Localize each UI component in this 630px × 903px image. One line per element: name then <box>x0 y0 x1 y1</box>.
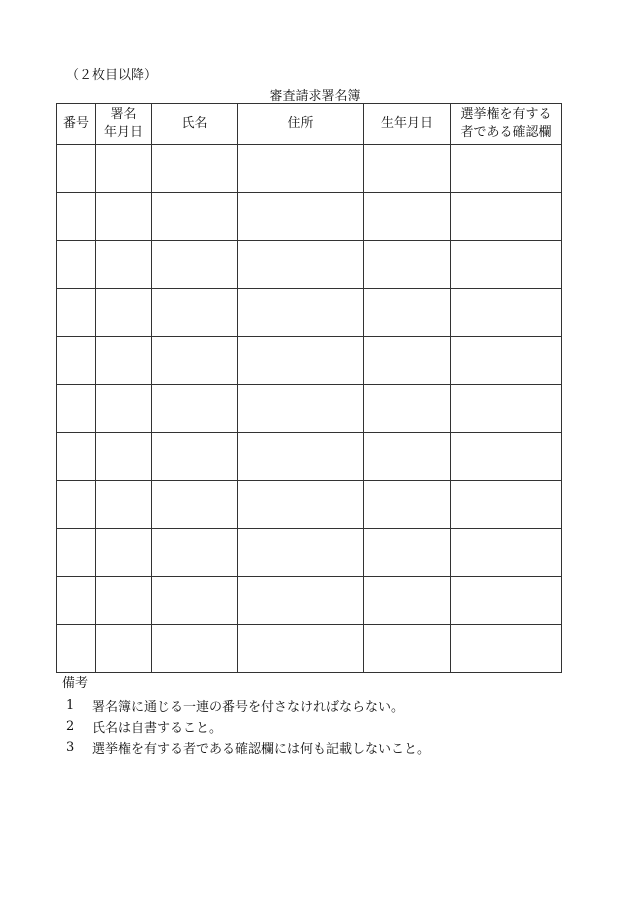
cell-number[interactable] <box>57 625 96 673</box>
cell-birthdate[interactable] <box>364 577 451 625</box>
remark-number: 1 <box>66 698 75 713</box>
header-line: 者である確認欄 <box>460 125 552 140</box>
header-line: 氏名 <box>181 116 208 131</box>
cell-name[interactable] <box>152 289 238 337</box>
cell-signed-date[interactable] <box>96 337 152 385</box>
table-row <box>57 433 562 481</box>
cell-address[interactable] <box>238 481 364 529</box>
cell-birthdate[interactable] <box>364 241 451 289</box>
header-name <box>152 104 238 145</box>
cell-voter-check[interactable] <box>451 385 562 433</box>
cell-number[interactable] <box>57 385 96 433</box>
cell-signed-date[interactable] <box>96 625 152 673</box>
cell-name[interactable] <box>152 577 238 625</box>
cell-number[interactable] <box>57 193 96 241</box>
cell-address[interactable] <box>238 529 364 577</box>
cell-signed-date[interactable] <box>96 241 152 289</box>
cell-birthdate[interactable] <box>364 193 451 241</box>
cell-signed-date[interactable] <box>96 529 152 577</box>
header-line: 番号 <box>62 116 89 131</box>
remark-text: 署名簿に通じる一連の番号を付さなければならない。 <box>92 700 405 715</box>
cell-address[interactable] <box>238 625 364 673</box>
remark-text: 氏名は自書すること。 <box>92 721 223 736</box>
cell-birthdate[interactable] <box>364 385 451 433</box>
cell-signed-date[interactable] <box>96 289 152 337</box>
cell-address[interactable] <box>238 145 364 193</box>
cell-address[interactable] <box>238 385 364 433</box>
cell-voter-check[interactable] <box>451 577 562 625</box>
cell-birthdate[interactable] <box>364 529 451 577</box>
cell-birthdate[interactable] <box>364 433 451 481</box>
cell-number[interactable] <box>57 529 96 577</box>
cell-voter-check[interactable] <box>451 337 562 385</box>
cell-birthdate[interactable] <box>364 481 451 529</box>
cell-name[interactable] <box>152 193 238 241</box>
header-address <box>238 104 364 145</box>
cell-voter-check[interactable] <box>451 433 562 481</box>
cell-birthdate[interactable] <box>364 289 451 337</box>
cell-voter-check[interactable] <box>451 481 562 529</box>
cell-name[interactable] <box>152 529 238 577</box>
remarks-heading: 備考 <box>62 676 89 691</box>
cell-signed-date[interactable] <box>96 193 152 241</box>
cell-signed-date[interactable] <box>96 481 152 529</box>
cell-signed-date[interactable] <box>96 145 152 193</box>
cell-name[interactable] <box>152 337 238 385</box>
table-row <box>57 529 562 577</box>
signature-table <box>56 103 562 673</box>
cell-number[interactable] <box>57 433 96 481</box>
header-line: 年月日 <box>103 125 143 140</box>
header-line: 住所 <box>287 116 314 131</box>
header-number <box>57 104 96 145</box>
remark-item <box>62 716 430 737</box>
cell-number[interactable] <box>57 289 96 337</box>
table-row <box>57 385 562 433</box>
cell-signed-date[interactable] <box>96 577 152 625</box>
cell-birthdate[interactable] <box>364 145 451 193</box>
cell-signed-date[interactable] <box>96 385 152 433</box>
cell-voter-check[interactable] <box>451 289 562 337</box>
page-note: （２枚目以降） <box>66 68 158 83</box>
document-title: 審査請求署名簿 <box>269 89 361 104</box>
cell-number[interactable] <box>57 577 96 625</box>
cell-birthdate[interactable] <box>364 337 451 385</box>
header-row <box>57 104 562 145</box>
cell-voter-check[interactable] <box>451 625 562 673</box>
remark-number: 2 <box>66 719 75 734</box>
cell-address[interactable] <box>238 577 364 625</box>
remark-item <box>62 695 430 716</box>
cell-voter-check[interactable] <box>451 193 562 241</box>
table-row <box>57 481 562 529</box>
cell-address[interactable] <box>238 433 364 481</box>
cell-birthdate[interactable] <box>364 625 451 673</box>
cell-signed-date[interactable] <box>96 433 152 481</box>
cell-name[interactable] <box>152 385 238 433</box>
table-row <box>57 241 562 289</box>
cell-name[interactable] <box>152 145 238 193</box>
remark-number: 3 <box>66 740 75 755</box>
cell-voter-check[interactable] <box>451 241 562 289</box>
remark-text: 選挙権を有する者である確認欄には何も記載しないこと。 <box>92 742 431 757</box>
header-voter-check <box>451 104 562 145</box>
remarks-section <box>62 672 430 758</box>
cell-name[interactable] <box>152 241 238 289</box>
table-row <box>57 625 562 673</box>
remark-item <box>62 737 430 758</box>
table-row <box>57 193 562 241</box>
cell-number[interactable] <box>57 337 96 385</box>
header-line: 署名 <box>110 107 137 122</box>
cell-name[interactable] <box>152 481 238 529</box>
cell-address[interactable] <box>238 241 364 289</box>
cell-address[interactable] <box>238 337 364 385</box>
cell-number[interactable] <box>57 481 96 529</box>
table-row <box>57 145 562 193</box>
table-row <box>57 337 562 385</box>
cell-voter-check[interactable] <box>451 529 562 577</box>
cell-address[interactable] <box>238 193 364 241</box>
cell-number[interactable] <box>57 145 96 193</box>
cell-name[interactable] <box>152 625 238 673</box>
header-line: 選挙権を有する <box>460 107 552 122</box>
header-line: 生年月日 <box>380 116 433 131</box>
cell-name[interactable] <box>152 433 238 481</box>
header-birthdate <box>364 104 451 145</box>
header-signed-date <box>96 104 152 145</box>
cell-number[interactable] <box>57 241 96 289</box>
table-row <box>57 577 562 625</box>
cell-address[interactable] <box>238 289 364 337</box>
table-row <box>57 289 562 337</box>
cell-voter-check[interactable] <box>451 145 562 193</box>
